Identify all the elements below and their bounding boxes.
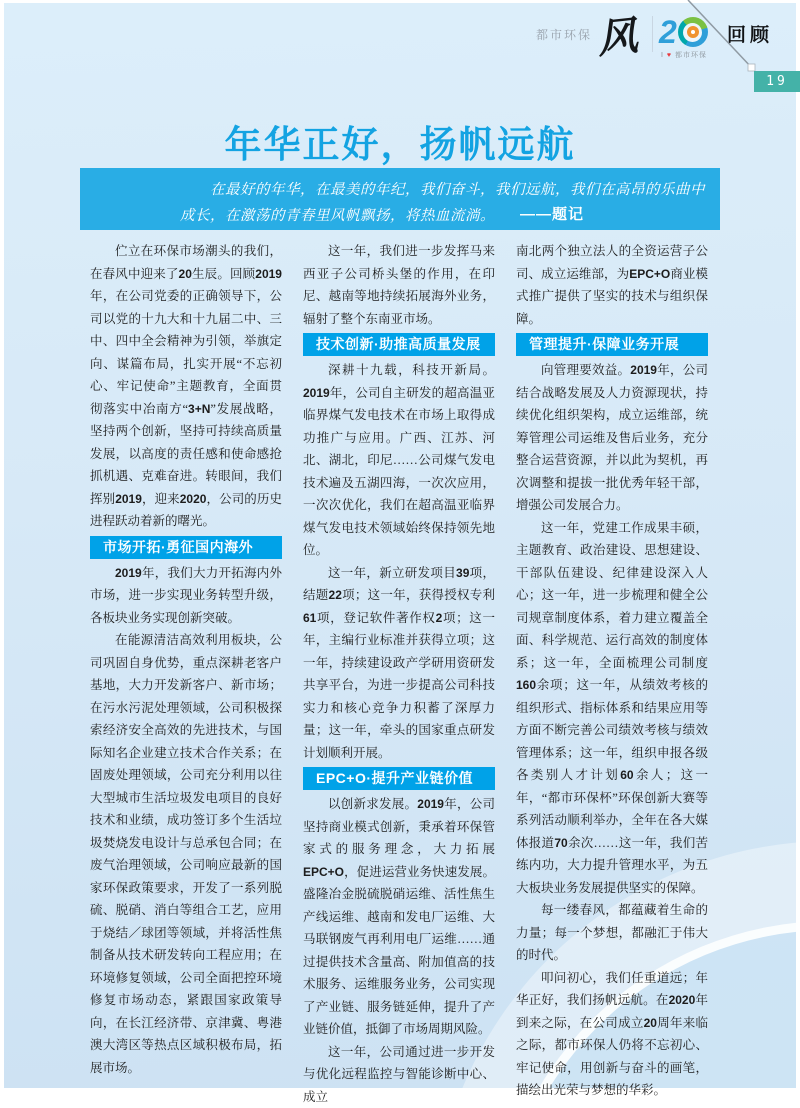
column-1 <box>90 240 282 1108</box>
page-number: 19 <box>766 74 788 89</box>
column-3 <box>516 240 708 1108</box>
epigraph-box <box>80 168 720 230</box>
heart-icon: ♥ <box>667 52 672 59</box>
paragraph: 深耕十九载，科技开新局。2019年，公司自主研发的超高温亚临界煤气发电技术在市场上取得成功推广与应用。广西、江苏、河北、湖北，印尼……公司煤气发电技术遍及五湖四海，一次次应用，一次次优化，我们在超高温亚临界煤气发电技术领域始终保持领先地位。 <box>303 359 495 562</box>
article-columns <box>90 240 708 1108</box>
paragraph: 这一年，党建工作成果丰硕，主题教育、政治建设、思想建设、干部队伍建设、纪律建设深入人心；这一年，进一步梳理和健全公司规章制度体系，着力建立覆盖全面、科学规范、运行高效的制度体系；这一年，全面梳理公司制度160余项；这一年，从绩效考核的组织形式、指标体系和结果应用等方面不断完善公司绩效考核与绩效管理体系；这一年，组织申报各级各类别人才计划60余人；这一年，“都市环保杯”环保创新大赛等系列活动顺利举办，全年在各大媒体报道70余次……这一年，我们苦练内功，大力提升管理水平，为五大板块业务发展提供坚实的保障。 <box>516 517 708 900</box>
corner-diagonal-line <box>680 0 760 76</box>
epigraph-attribution: ——题记 <box>520 203 584 224</box>
masthead-brand: 都市环保 <box>536 26 592 43</box>
paragraph-continuation: 南北两个独立法人的全资运营子公司、成立运维部，为EPC+O商业模式推广提供了坚实的技术与组织保障。 <box>516 240 708 330</box>
paragraph: 2019年，我们大力开拓海内外市场，进一步实现业务转型升级，各板块业务实现创新突破。 <box>90 562 282 630</box>
anniversary-tagline: I ♥ 都市环保 <box>661 50 707 60</box>
paragraph: 每一缕春风，都蕴藏着生命的力量；每一个梦想，都融汇于伟大的时代。 <box>516 899 708 967</box>
calligraphy-feng-logo: 风 <box>594 4 640 65</box>
column-2 <box>303 240 495 1108</box>
section-tab-review: 回顾 <box>727 20 773 47</box>
logo-digit-2: 2 <box>659 16 677 48</box>
paragraph: 向管理要效益。2019年，公司结合战略发展及人力资源现状，持续优化组织架构，成立运维部，统筹管理公司运维及售后业务，充分整合运营资源，并以此为契机，再次调整和提拔一批优秀年轻干部，增强公司发展合力。 <box>516 359 708 517</box>
section-header-technology: 技术创新·助推高质量发展 <box>303 333 495 356</box>
paragraph: 以创新求发展。2019年，公司坚持商业模式创新，秉承着环保管家式的服务理念，大力拓展EPC+O，促进运营业务快速发展。盛隆冶金脱硫脱硝运维、活性焦生产线运维、越南和发电厂运维、大马联钢废气再利用电厂运维……通过提供技术含量高、附加值高的技术服务、运维服务业务，公司实现了产业链、服务链延伸，提升了产业链价值，抵御了市场周期风险。 <box>303 793 495 1041</box>
section-header-management: 管理提升·保障业务开展 <box>516 333 708 356</box>
section-header-market: 市场开拓·勇征国内海外 <box>90 536 282 559</box>
epigraph-line2: 成长，在激荡的青春里风帆飘扬，将热血流淌。 <box>180 204 495 225</box>
paragraph: 这一年，我们进一步发挥马来西亚子公司桥头堡的作用，在印尼、越南等地持续拓展海外业务，辐射了整个东南亚市场。 <box>303 240 495 330</box>
paragraph: 叩问初心，我们任重道远；年华正好，我们扬帆远航。在2020年到来之际，在公司成立20周年来临之际，都市环保人仍将不忘初心、牢记使命，用创新与奋斗的画笔，描绘出光荣与梦想的华彩。 <box>516 967 708 1102</box>
section-header-epco: EPC+O·提升产业链价值 <box>303 767 495 790</box>
masthead-divider <box>652 16 653 52</box>
epigraph-line1: 在最好的年华，在最美的年纪，我们奋斗，我们远航，我们在高昂的乐曲中 <box>210 178 705 199</box>
paragraph: 这一年，新立研发项目39项，结题22项；这一年，获得授权专利61项，登记软件著作权2项；这一年，主编行业标准并获得立项；这一年，持续建设政产学研用资研发共享平台，为进一步提高公司科技实力和核心竞争力积蓄了深厚力量；这一年，牵头的国家重点研发计划顺利开展。 <box>303 562 495 765</box>
page-number-box <box>754 71 800 92</box>
paragraph: 这一年，公司通过进一步开发与优化远程监控与智能诊断中心、成立 <box>303 1041 495 1108</box>
article-title: 年华正好，扬帆远航 <box>0 114 800 168</box>
paragraph: 伫立在环保市场潮头的我们，在春风中迎来了20生辰。回顾2019年，在公司党委的正确领导下，公司以党的十九大和十九届二中、三中、四中全会精神为引领，举旗定向、谋篇布局，扎实开展“不忘初心、牢记使命”主题教育，全面贯彻落实中冶南方“3+N”发展战略，坚持两个创新，坚持可持续高质量发展，以高度的责任感和使命感抢抓机遇、克难奋进。转眼间，我们挥别2019，迎来2020，公司的历史进程跃动着新的曙光。 <box>90 240 282 533</box>
paragraph: 在能源清洁高效利用板块，公司巩固自身优势，重点深耕老客户基地，大力开发新客户、新市场；在污水污泥处理领域，公司积极探索经济安全高效的先进技术，与国际知名企业建立技术合作关系；在固废处理领域，公司充分利用以往大型城市生活垃圾发电项目的良好技术和业绩，成功签订多个生活垃圾焚烧发电设计与总承包合同；在废气治理领域，公司响应最新的国家环保政策要求，开发了一系列脱硫、脱硝、消白等组合工艺，应用于烧结／球团等领域，并将活性焦制备从技术研发转向工程应用；在环境修复领域，公司全面把控环境修复市场动态，紧跟国家政策导向，在长江经济带、京津冀、粤港澳大湾区等热点区域积极布局，拓展市场。 <box>90 629 282 1079</box>
